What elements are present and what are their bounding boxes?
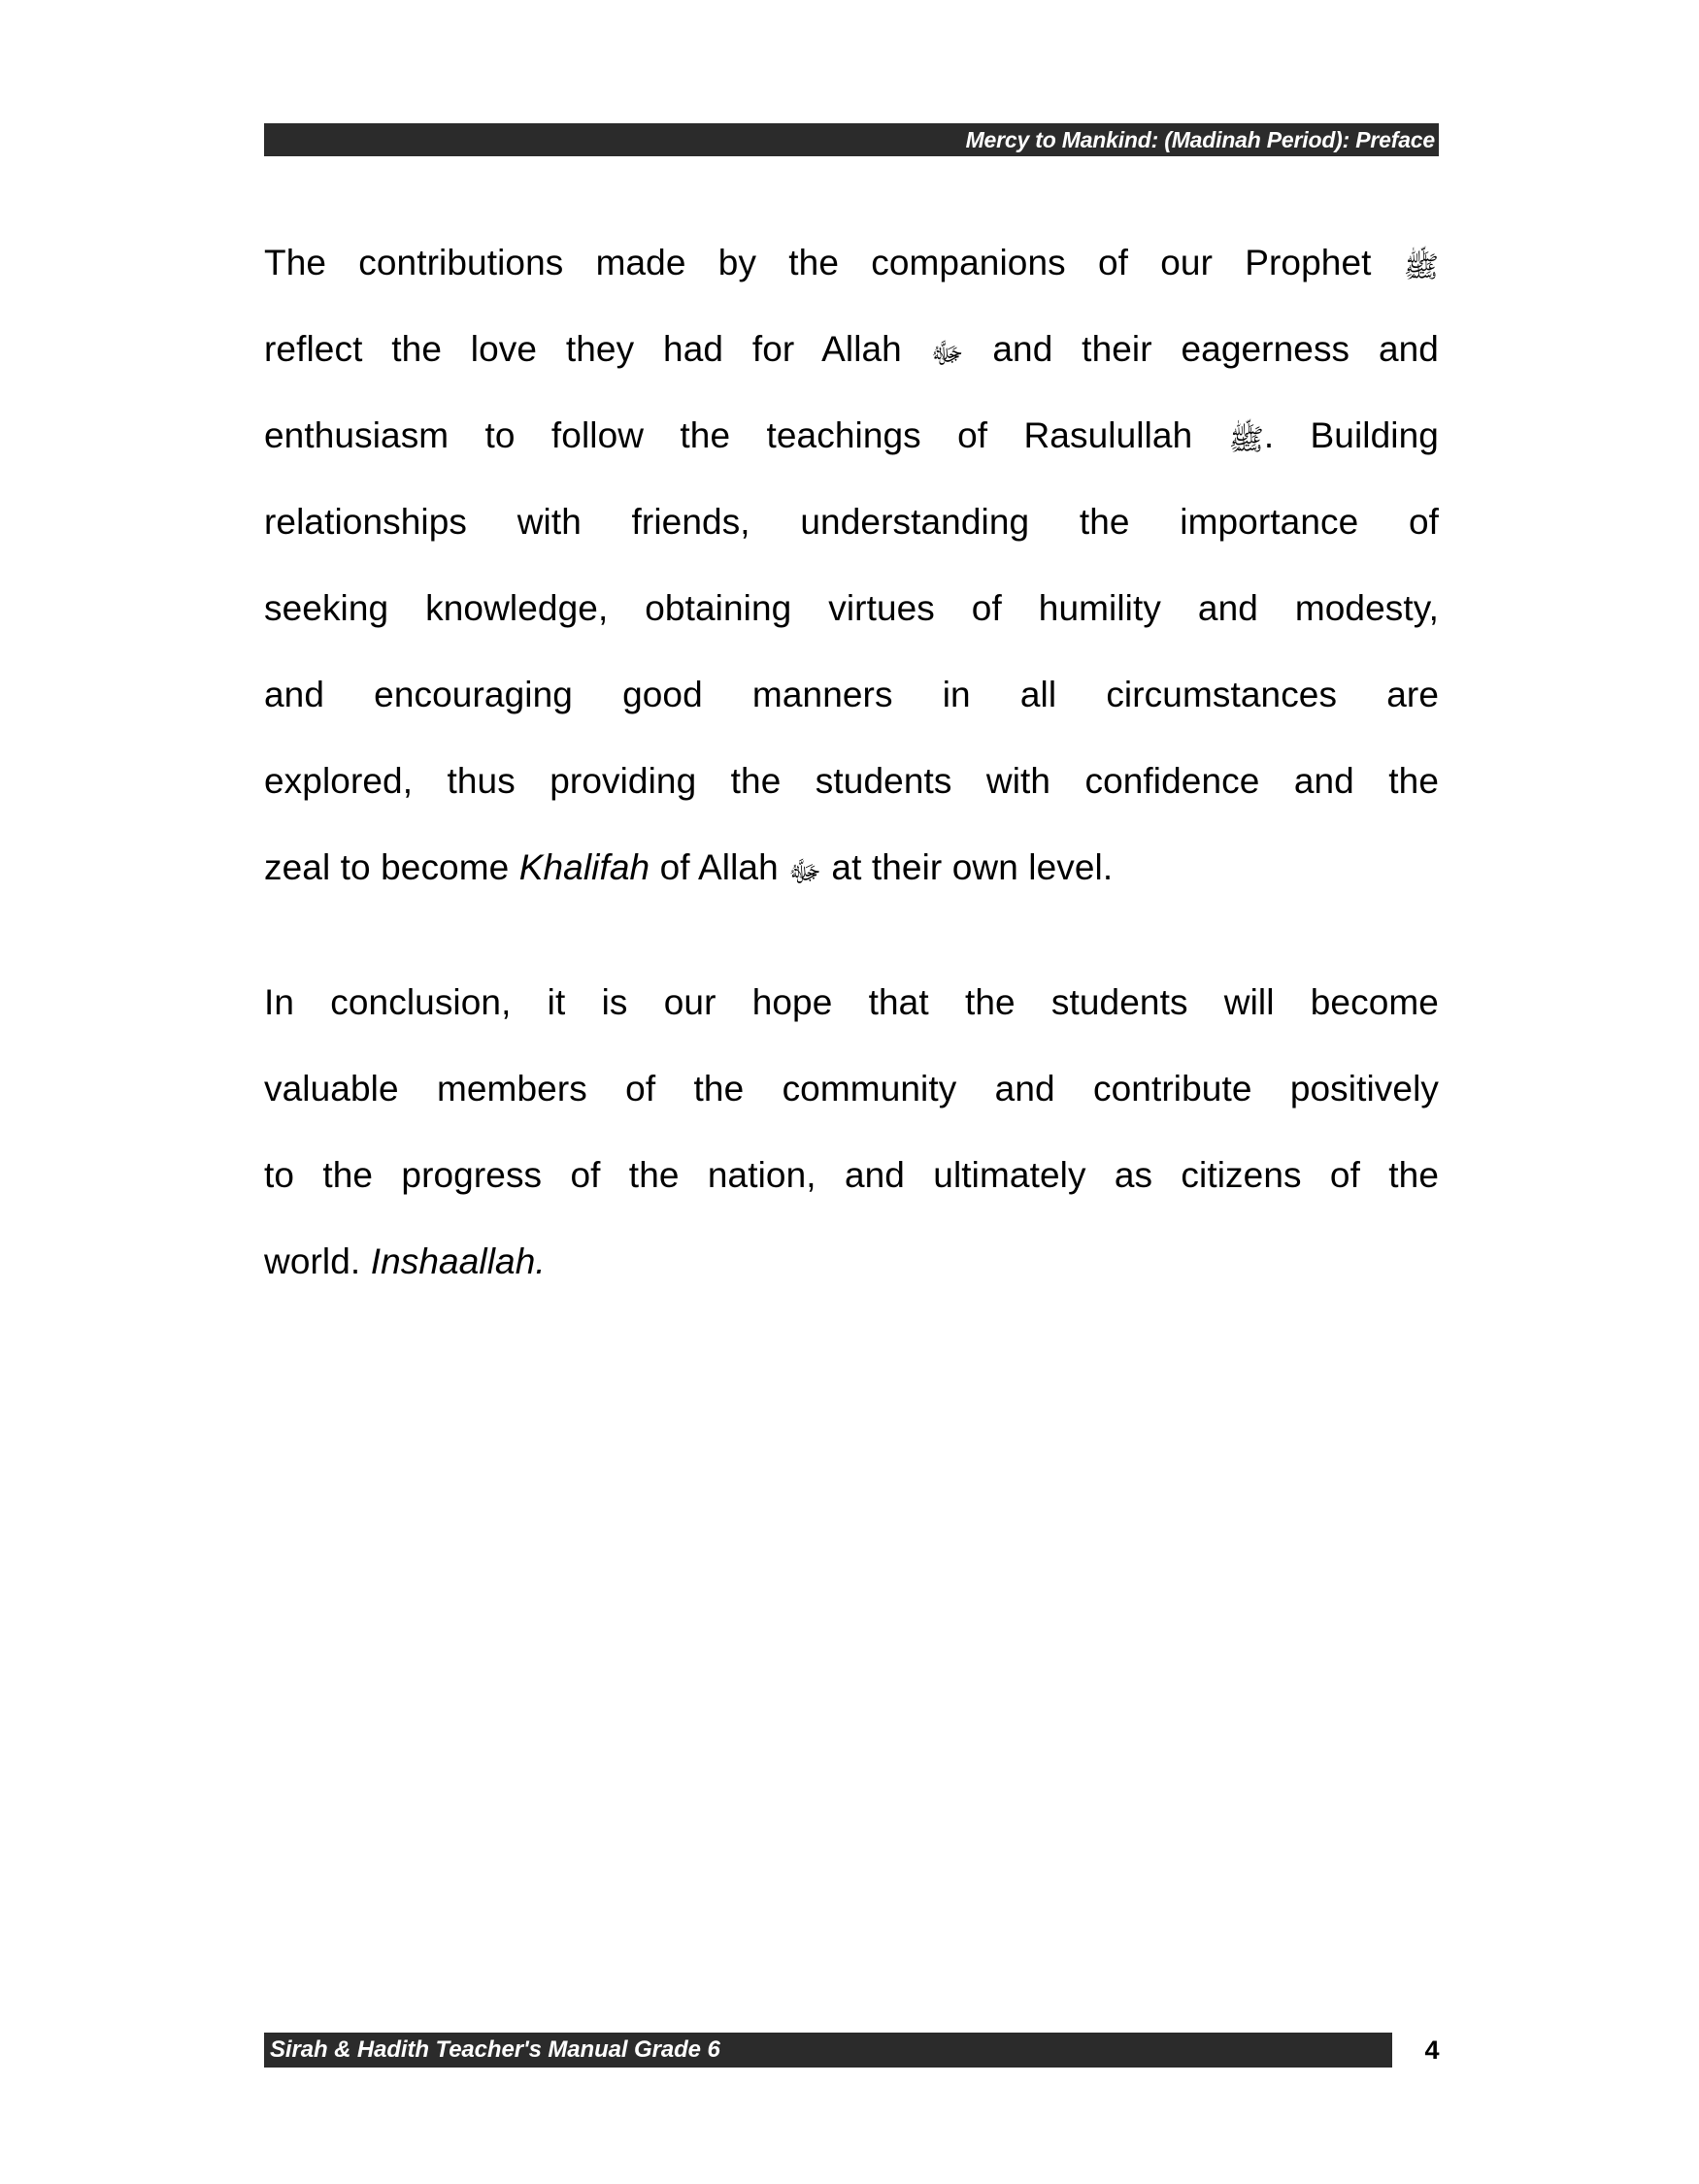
text-line	[264, 1132, 1439, 1218]
honorific-glyph-icon: ﷻ	[930, 337, 964, 371]
running-footer-bar	[264, 2033, 1392, 2068]
text-line	[264, 651, 1439, 738]
text-line	[264, 219, 1439, 306]
text-line	[264, 959, 1439, 1045]
text-run: In conclusion, it is our hope that the students will become	[264, 982, 1439, 1022]
text-run: seeking knowledge, obtaining virtues of humility and modesty,	[264, 588, 1439, 628]
text-run: explored, thus providing the students with confidence and the	[264, 761, 1439, 801]
text-run: to the progress of the nation, and ultimately as citizens of the	[264, 1155, 1439, 1195]
body-text-column	[264, 219, 1439, 1305]
running-header-bar	[264, 123, 1439, 156]
honorific-glyph-icon: ﷻ	[788, 855, 822, 889]
paragraph-1	[264, 219, 1439, 910]
text-run: zeal to become	[264, 847, 519, 887]
text-line	[264, 392, 1439, 479]
text-run: and their eagerness and	[963, 329, 1439, 369]
honorific-glyph-icon: ﷺ	[1228, 423, 1264, 457]
text-run: and encouraging good manners in all circumstances are	[264, 675, 1439, 714]
honorific-glyph-icon: ﷺ	[1403, 250, 1439, 284]
italic-term: Khalifah	[518, 847, 650, 887]
text-run: valuable members of the community and contribute positively	[264, 1069, 1439, 1109]
running-header-title: Mercy to Mankind: (Madinah Period): Preface	[965, 126, 1435, 152]
text-run: reflect the love they had for Allah	[264, 329, 931, 369]
text-run: world.	[264, 1241, 371, 1281]
running-footer-title: Sirah & Hadith Teacher's Manual Grade 6	[270, 2036, 720, 2063]
text-run: relationships with friends, understanding the importance of	[264, 502, 1439, 542]
paragraph-2	[264, 959, 1439, 1305]
text-line	[264, 479, 1439, 565]
text-line	[264, 565, 1439, 651]
page-number: 4	[1424, 2035, 1440, 2065]
text-run: of Allah	[650, 847, 789, 887]
text-run: at their own level.	[821, 847, 1114, 887]
text-line	[264, 824, 1439, 910]
text-line	[264, 306, 1439, 392]
text-run: . Building	[1263, 415, 1439, 455]
text-run: enthusiasm to follow the teachings of Rasulullah	[264, 415, 1229, 455]
text-line	[264, 1045, 1439, 1132]
italic-term: Inshaallah.	[370, 1241, 546, 1281]
text-line	[264, 1218, 1439, 1305]
text-line	[264, 738, 1439, 824]
text-run: The contributions made by the companions of our Prophet	[264, 243, 1404, 282]
